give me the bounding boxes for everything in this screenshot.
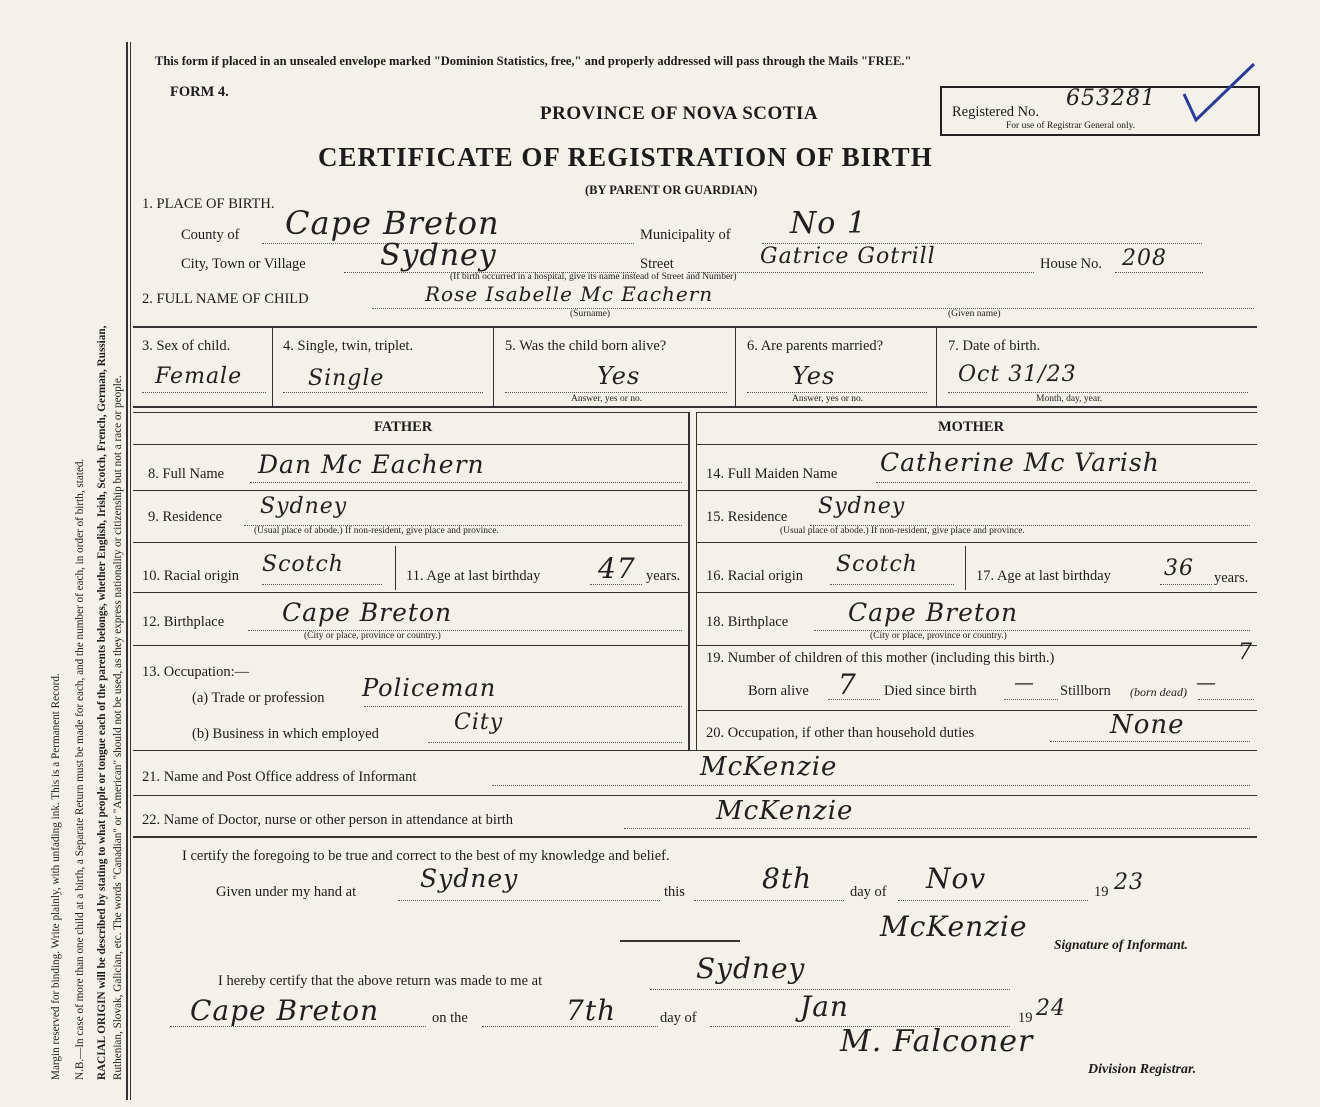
mother-age-value: 36	[1164, 556, 1194, 581]
page-subtitle: (BY PARENT OR GUARDIAN)	[585, 183, 758, 197]
registrar-signature-label: Division Registrar.	[1088, 1062, 1197, 1077]
registrar-day-value: 7th	[566, 994, 617, 1027]
sex-value: Female	[155, 364, 243, 389]
father-age-years: years.	[646, 568, 681, 584]
street-label: Street	[640, 256, 674, 272]
margin-line-binding: Margin reserved for binding. Write plainly, with unfading ink. This is a Permanent Record.	[50, 673, 62, 1080]
this-label: this	[664, 884, 685, 900]
mother-racial-label: 16. Racial origin	[706, 568, 804, 584]
father-trade-value: Policeman	[362, 674, 497, 702]
given-place-value: Sydney	[420, 864, 519, 893]
certify-day-of-label: day of	[850, 884, 887, 900]
on-the-label: on the	[432, 1010, 468, 1026]
margin-line-nb: N.B.—In case of more than one child at a birth, a Separate Return must be made for each, and the number of each, in order of birth, stated.	[74, 458, 86, 1080]
registered-number: 653281	[1066, 86, 1156, 111]
given-under-label: Given under my hand at	[216, 884, 357, 900]
stillborn-note: (born dead)	[1130, 685, 1187, 699]
mother-birthplace-note: (City or place, province or country.)	[870, 631, 1007, 641]
margin-border-outer	[126, 42, 128, 1100]
informant-label: 21. Name and Post Office address of Informant	[142, 769, 417, 785]
father-birthplace-label: 12. Birthplace	[142, 614, 225, 630]
city-label: City, Town or Village	[181, 256, 306, 272]
mother-children-label: 19. Number of children of this mother (including this birth.)	[706, 650, 1055, 666]
father-business-value: City	[454, 710, 504, 735]
child-name-value: Rose Isabelle Mc Eachern	[425, 282, 714, 306]
given-name-note: (Given name)	[948, 309, 1001, 319]
father-abode-note: (Usual place of abode.) If non-resident, give place and province.	[254, 526, 499, 536]
mother-name-value: Catherine Mc Varish	[880, 448, 1160, 477]
house-value: 208	[1122, 246, 1167, 271]
father-residence-label: 9. Residence	[148, 509, 223, 525]
checkmark-icon	[1180, 60, 1260, 124]
municipality-label: Municipality of	[640, 227, 731, 243]
province-heading: PROVINCE OF NOVA SCOTIA	[540, 103, 819, 124]
father-birthplace-value: Cape Breton	[282, 598, 453, 627]
died-value: —	[1014, 670, 1035, 694]
county-label: County of	[181, 227, 240, 243]
certify-statement: I certify the foregoing to be true and correct to the best of my knowledge and belief.	[182, 848, 670, 864]
municipality-value: No 1	[790, 206, 867, 241]
father-residence-value: Sydney	[260, 494, 348, 519]
died-label: Died since birth	[884, 683, 977, 699]
mother-occupation-label: 20. Occupation, if other than household duties	[706, 725, 975, 741]
registrar-month-value: Jan	[800, 990, 849, 1023]
margin-line-racial: RACIAL ORIGIN will be described by stating to what people or tongue each of the parents belongs, whether English, Irish, Scotch, French, German, Russian,	[96, 325, 108, 1080]
father-age-label: 11. Age at last birthday	[406, 568, 541, 584]
surname-note: (Surname)	[570, 309, 611, 319]
doctor-label: 22. Name of Doctor, nurse or other person in attendance at birth	[142, 812, 514, 828]
place-of-birth-label: 1. PLACE OF BIRTH.	[142, 196, 275, 212]
parents-married-note: Answer, yes or no.	[792, 394, 864, 404]
mother-abode-note: (Usual place of abode.) If non-resident, give place and province.	[780, 526, 1025, 536]
mother-racial-value: Scotch	[836, 552, 918, 577]
street-value: Gatrice Gotrill	[760, 244, 936, 269]
form-number: FORM 4.	[170, 84, 229, 100]
father-birthplace-note: (City or place, province or country.)	[304, 631, 441, 641]
house-label: House No.	[1040, 256, 1103, 272]
mail-notice: This form if placed in an unsealed envelope marked "Dominion Statistics, free," and properly addressed will pass through the Mails "FREE."	[155, 54, 912, 68]
born-alive-count-label: Born alive	[748, 683, 809, 699]
date-of-birth-note: Month, day, year.	[1036, 394, 1103, 404]
mother-residence-value: Sydney	[818, 494, 906, 519]
father-business-label: (b) Business in which employed	[192, 726, 379, 742]
stillborn-label: Stillborn	[1060, 683, 1111, 699]
registrar-day-of-label: day of	[660, 1010, 697, 1026]
informant-signature-label: Signature of Informant.	[1054, 937, 1188, 952]
registrar-year-prefix: 19	[1018, 1010, 1033, 1026]
date-of-birth-label: 7. Date of birth.	[948, 338, 1041, 354]
divider-rule	[620, 940, 740, 942]
county-value: Cape Breton	[285, 204, 500, 242]
mother-residence-label: 15. Residence	[706, 509, 788, 525]
mother-children-value: 7	[1238, 640, 1253, 665]
margin-border-inner	[130, 42, 131, 1100]
mother-name-label: 14. Full Maiden Name	[706, 466, 838, 482]
parents-married-value: Yes	[792, 362, 836, 390]
plurality-value: Single	[308, 366, 385, 391]
father-heading: FATHER	[374, 419, 433, 435]
informant-signature: McKenzie	[880, 910, 1028, 943]
registrar-note: For use of Registrar General only.	[1006, 121, 1136, 131]
father-occupation-label: 13. Occupation:—	[142, 664, 250, 680]
born-alive-label: 5. Was the child born alive?	[505, 338, 667, 354]
mother-birthplace-value: Cape Breton	[848, 598, 1019, 627]
father-name-label: 8. Full Name	[148, 466, 225, 482]
registrar-place-value: Sydney	[696, 952, 806, 985]
informant-value: McKenzie	[700, 752, 838, 782]
child-name-label: 2. FULL NAME OF CHILD	[142, 291, 309, 307]
father-age-value: 47	[598, 552, 636, 585]
parents-married-label: 6. Are parents married?	[747, 338, 884, 354]
certify-year-prefix: 19	[1094, 884, 1109, 900]
hospital-note: (If birth occurred in a hospital, give its name instead of Street and Number)	[450, 272, 737, 282]
father-name-value: Dan Mc Eachern	[258, 450, 485, 479]
doctor-value: McKenzie	[716, 796, 854, 826]
sex-label: 3. Sex of child.	[142, 338, 231, 354]
plurality-label: 4. Single, twin, triplet.	[283, 338, 414, 354]
father-trade-label: (a) Trade or profession	[192, 690, 325, 706]
born-alive-note: Answer, yes or no.	[571, 394, 643, 404]
certify-month-value: Nov	[926, 862, 987, 895]
certify-day-value: 8th	[762, 862, 813, 895]
born-alive-value: Yes	[597, 362, 641, 390]
father-racial-label: 10. Racial origin	[142, 568, 240, 584]
margin-line-racial-2: Ruthenian, Slovak, Galician, etc. The words "Canadian" or "American" should not be used, as they express nationality or citizenship but not a race or people.	[112, 375, 124, 1080]
registrar-county-value: Cape Breton	[190, 994, 380, 1027]
mother-age-label: 17. Age at last birthday	[976, 568, 1111, 584]
registrar-year-value: 24	[1036, 996, 1066, 1021]
mother-heading: MOTHER	[938, 419, 1005, 435]
mother-birthplace-label: 18. Birthplace	[706, 614, 789, 630]
registered-label: Registered No.	[952, 104, 1039, 120]
born-alive-count-value: 7	[838, 668, 857, 701]
page-title: CERTIFICATE OF REGISTRATION OF BIRTH	[318, 142, 933, 172]
stillborn-value: —	[1196, 670, 1217, 694]
father-racial-value: Scotch	[262, 552, 344, 577]
date-of-birth-value: Oct 31/23	[958, 362, 1077, 387]
registrar-signature: M. Falconer	[840, 1024, 1034, 1059]
city-value: Sydney	[380, 238, 497, 273]
certify-year-value: 23	[1114, 870, 1144, 895]
mother-age-years: years.	[1214, 570, 1249, 586]
mother-occupation-value: None	[1110, 710, 1185, 740]
registrar-statement: I hereby certify that the above return was made to me at	[218, 973, 543, 989]
